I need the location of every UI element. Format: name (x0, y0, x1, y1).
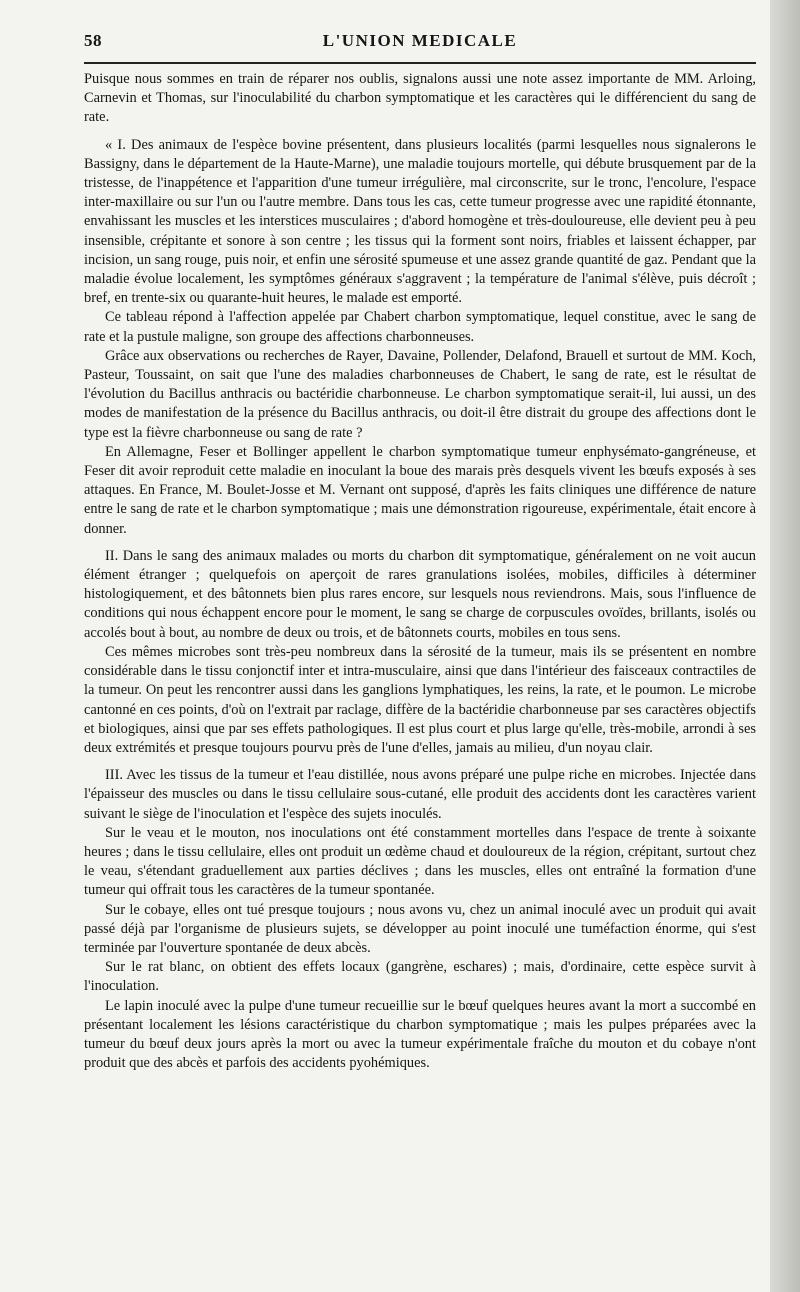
paragraph: Ce tableau répond à l'affection appelée par Chabert charbon symptomatique, lequel constitue, avec le sang de rate et la pustule maligne, son groupe des affections charbonneuses. (84, 309, 756, 345)
paragraph: Ces mêmes microbes sont très-peu nombreux dans la sérosité de la tumeur, mais ils se présentent en nombre considérable dans le tissu conjonctif inter et intra-musculaire, ainsi que dans l'intérieur des faisceaux contractiles de la tumeur. On peut les rencontrer aussi dans les ganglions lymphatiques, les reins, la rate, et le poumon. Le microbe cantonné en ces points, d'où on l'extrait par raclage, diffère de la bactéridie charbonneuse par ses caractères objectifs et biologiques, ainsi que par ses effets pathologiques. Il est plus court et plus large qu'elle, très-mobile, arrondi à ses deux extrémités et presque toujours pourvu près de l'une d'elles, jamais au milieu, d'un noyau clair. (84, 643, 756, 756)
paragraph: Sur le cobaye, elles ont tué presque toujours ; nous avons vu, chez un animal inoculé avec un produit qui avait passé déjà par l'organisme de plusieurs sujets, se développer au point inoculé une tuméfaction énorme, qui s'est terminée par l'ouverture spontanée de deux abcès. (84, 901, 756, 956)
paragraph: Sur le veau et le mouton, nos inoculations ont été constamment mortelles dans l'espace de trente à soixante heures ; dans le tissu cellulaire, elles ont produit un œdème chaud et douloureux de la région, crépitant, surtout chez le veau, s'étendant graduellement aux parties déclives ; dans les muscles, elles ont entraîné la formation d'une tumeur qui offrait tous les caractères de la tumeur spontanée. (84, 824, 756, 899)
page-header (84, 28, 756, 58)
paragraph: Grâce aux observations ou recherches de Rayer, Davaine, Pollender, Delafond, Brauell et surtout de MM. Koch, Pasteur, Toussaint, on sait que l'une des maladies charbonneuses de Chabert, le sang de rate, est le résultat de l'évolution du Bacillus anthracis ou bactéridie charbonneuse. Le charbon symptomatique serait-il, lui aussi, un des modes de manifestation de la présence du Bacillus anthracis, ou doit-il être distrait du groupe des affections dont le type est la fièvre charbonneuse ou sang de rate ? (84, 347, 756, 441)
paragraph: « I. Des animaux de l'espèce bovine présentent, dans plusieurs localités (parmi lesquelles nous signalerons le Bassigny, dans le département de la Haute-Marne), une maladie toujours mortelle, qui débute brusquement par de la tristesse, de l'inappétence et l'apparition d'une tumeur irrégulière, mal circonscrite, sur le tronc, l'encolure, l'espace inter-maxillaire ou sur l'un ou l'autre membre. Dans tous les cas, cette tumeur progresse avec une rapidité étonnante, envahissant les muscles et les interstices musculaires ; d'abord homogène et très-douloureuse, elle devient peu à peu insensible, crépitante et sonore à son centre ; les tissus qui la forment sont noirs, friables et laissent échapper, par incision, un sang rouge, puis noir, et enfin une sérosité spumeuse et une assez grande quantité de gaz. Pendant que la maladie évolue localement, les symptômes généraux s'aggravent ; la température de l'animal s'élève, puis décroît ; bref, en trente-six ou quarante-huit heures, le malade est emporté. (84, 136, 756, 307)
page-number: 58 (84, 31, 102, 50)
paragraph: Sur le rat blanc, on obtient des effets locaux (gangrène, eschares) ; mais, d'ordinaire, cette espèce survit à l'inoculation. (84, 959, 756, 995)
paragraph: III. Avec les tissus de la tumeur et l'eau distillée, nous avons préparé une pulpe riche en microbes. Injectée dans l'épaisseur des muscles ou dans le tissu cellulaire sous-cutané, elle produit des accidents dont les caractères varient suivant le siège de l'inoculation et l'espèce des sujets inoculés. (84, 767, 756, 822)
article-body (84, 70, 756, 1073)
header-rule (84, 62, 756, 64)
running-title: L'UNION MEDICALE (322, 31, 518, 50)
paragraph: Puisque nous sommes en train de réparer nos oublis, signalons aussi une note assez importante de MM. Arloing, Carnevin et Thomas, sur l'inoculabilité du charbon symptomatique et les caractères qui le différencient du sang de rate. (84, 71, 756, 126)
paragraph: II. Dans le sang des animaux malades ou morts du charbon dit symptomatique, généralement on ne voit aucun élément étranger ; quelquefois on aperçoit de rares granulations isolées, mobiles, difficiles à déterminer histologiquement, et des bâtonnets bien plus rares encore, sur lesquels nous reviendrons. Mais, sous l'influence de conditions qui nous échappent encore pour le moment, le sang se charge de corpuscules ovoïdes, brillants, isolés ou accolés bout à bout, au nombre de deux ou trois, et de bâtonnets courts, mobiles en tous sens. (84, 547, 756, 641)
page-edge (770, 0, 800, 1292)
paragraph: En Allemagne, Feser et Bollinger appellent le charbon symptomatique tumeur enphysémato-gangréneuse, et Feser dit avoir reproduit cette maladie en inoculant la boue des marais près desquels vivent les bœufs exposés à ses attaques. En France, M. Boulet-Josse et M. Vernant ont supposé, d'après les faits cliniques une différence de nature entre le sang de rate et le charbon symptomatique ; mais une démonstration rigoureuse, expérimentale, était encore à donner. (84, 443, 756, 537)
paragraph: Le lapin inoculé avec la pulpe d'une tumeur recueillie sur le bœuf quelques heures avant la mort a succombé en présentant localement les lésions caractéristique du charbon symptomatique ; mais les pulpes préparées avec la tumeur du bœuf deux jours après la mort ou avec la tumeur expérimentale fraîche du mouton et du cobaye n'ont produit que des abcès et parfois des accidents pyohémiques. (84, 997, 756, 1072)
